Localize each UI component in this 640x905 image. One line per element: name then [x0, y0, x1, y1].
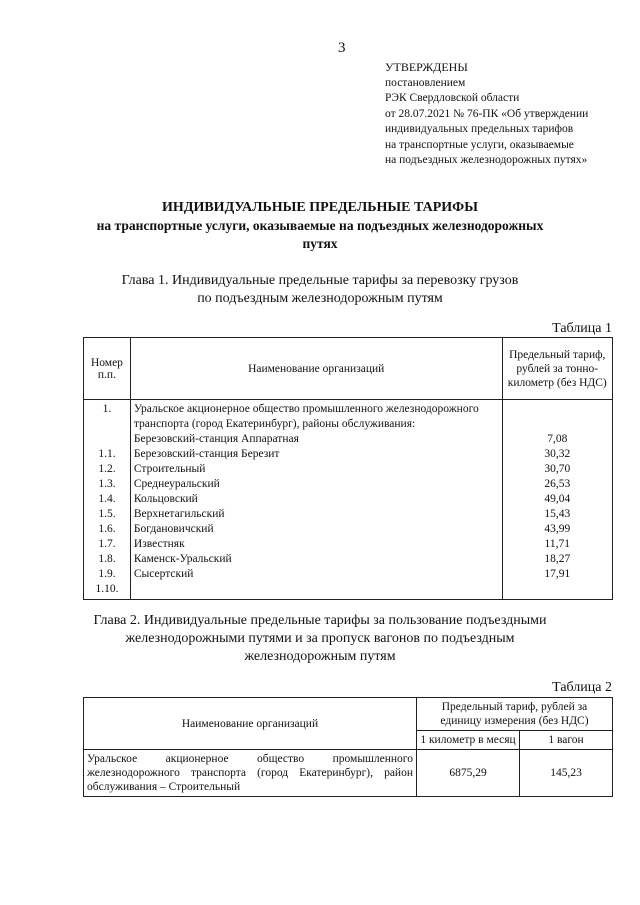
table2-per-km-value: 6875,29	[417, 750, 520, 797]
district-name: Верхнетагильский	[133, 508, 225, 520]
approval-line: от 28.07.2021 № 76-ПК «Об утверждении	[385, 107, 589, 120]
tariff-value: 26,53	[544, 478, 571, 490]
table2-header-org: Наименование организаций	[84, 698, 417, 750]
tariff-value: 17,91	[544, 568, 571, 580]
document-title: ИНДИВИДУАЛЬНЫЕ ПРЕДЕЛЬНЫЕ ТАРИФЫ	[162, 200, 478, 215]
table1-header-tariff: Предельный тариф, рублей за тонно-километр (без НДС)	[502, 338, 612, 400]
district-name: Богдановичский	[133, 523, 214, 535]
table1-header-number: Номер п.п.	[84, 338, 131, 400]
approval-line: индивидуальных предельных тарифов	[385, 123, 574, 135]
chapter2-line: железнодорожным путям	[244, 649, 396, 664]
table2-caption: Таблица 2	[552, 680, 612, 695]
chapter2-heading	[0, 612, 640, 666]
district-name: Известняк	[133, 538, 185, 550]
table2-header-row	[84, 698, 613, 731]
table2-per-wagon-value: 145,23	[520, 750, 613, 797]
approval-line: на подъездных железнодорожных путях»	[385, 154, 588, 166]
chapter2-line: Глава 2. Индивидуальные предельные тарифы за пользование подъездными	[93, 613, 547, 628]
district-name: Каменск-Уральский	[133, 553, 232, 565]
document-subtitle-cont: путях	[302, 236, 338, 251]
table1-body-row	[84, 400, 613, 600]
table2-header-per-wagon: 1 вагон	[520, 731, 613, 750]
district-name: Березовский-станция Березит	[133, 448, 280, 460]
table2-header-per-km: 1 километр в месяц	[417, 731, 520, 750]
table1-number-column	[84, 400, 131, 600]
row-number: 1.4.	[98, 493, 116, 505]
chapter1-line: по подъездным железнодорожным путям	[197, 291, 443, 306]
district-name: Сысертский	[133, 568, 194, 580]
row-number: 1.7.	[98, 538, 116, 550]
row-number: 1.1.	[98, 448, 116, 460]
table1	[83, 337, 613, 600]
table1-tariff-column	[502, 400, 612, 600]
page-number: 3	[338, 40, 346, 56]
chapter1-line: Глава 1. Индивидуальные предельные тарифы за перевозку грузов	[121, 273, 519, 288]
table2-org-name: Уральское акционерное общество промышленного железнодорожного транспорта (город Екатеринбург), район обслуживания – Строительный	[84, 750, 417, 797]
district-name: Кольцовский	[133, 493, 198, 505]
approval-block	[385, 60, 588, 169]
approval-line: РЭК Свердловской области	[385, 92, 520, 104]
row-number: 1.9.	[98, 568, 116, 580]
district-name: Среднеуральский	[133, 478, 220, 490]
row-number: 1.10.	[95, 583, 119, 595]
table2	[83, 697, 613, 797]
table1-org-column	[130, 400, 502, 600]
tariff-value: 43,99	[544, 523, 571, 535]
row-number: 1.5.	[98, 508, 116, 520]
tariff-value: 49,04	[544, 493, 571, 505]
table1-caption: Таблица 1	[552, 321, 612, 336]
approval-line: постановлением	[385, 76, 466, 89]
tariff-value: 7,08	[547, 433, 568, 445]
row-number: 1.6.	[98, 523, 116, 535]
tariff-value: 18,27	[544, 553, 571, 565]
tariff-value: 30,70	[544, 463, 571, 475]
approval-heading: УТВЕРЖДЕНЫ	[385, 60, 468, 74]
row-number: 1.3.	[98, 478, 116, 490]
district-name: Березовский-станция Аппаратная	[133, 433, 299, 445]
table2-header-tariff: Предельный тариф, рублей за единицу измерения (без НДС)	[417, 698, 613, 731]
table1-header-row	[84, 338, 613, 400]
document-subtitle: на транспортные услуги, оказываемые на подъездных железнодорожных	[96, 218, 544, 233]
row-number: 1.2.	[98, 463, 116, 475]
table1-header-org: Наименование организаций	[130, 338, 502, 400]
approval-line: на транспортные услуги, оказываемые	[385, 138, 574, 151]
tariff-value: 15,43	[544, 508, 571, 520]
tariff-value: 11,71	[544, 538, 570, 550]
chapter2-line: железнодорожными путями и за пропуск вагонов по подъездным	[125, 631, 515, 646]
row-number: 1.	[102, 403, 112, 415]
row-number: 1.8.	[98, 553, 116, 565]
table2-data-row	[84, 750, 613, 797]
tariff-value: 30,32	[544, 448, 571, 460]
district-name: Строительный	[133, 463, 206, 475]
main-org-name: Уральское акционерное общество промышленного железнодорожного транспорта (город Екатеринбург), районы обслуживания:	[133, 403, 479, 430]
chapter1-heading	[0, 272, 640, 308]
